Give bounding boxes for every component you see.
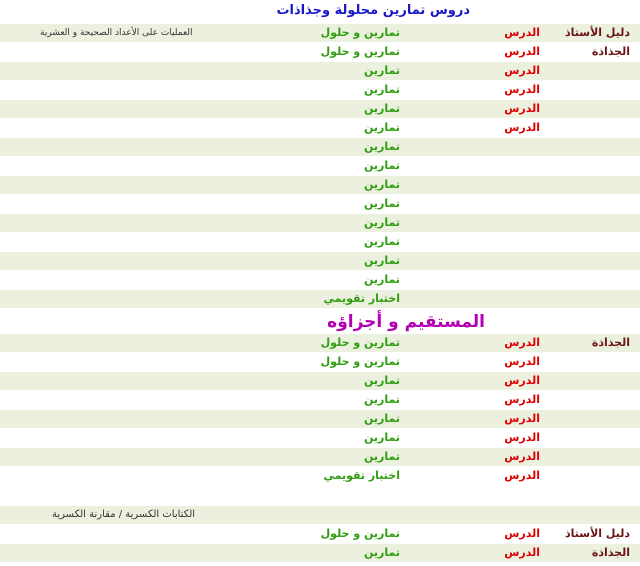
row-label-guide[interactable]: دليل الأستاذ: [565, 527, 630, 540]
exercises-link[interactable]: تمارين: [364, 546, 400, 559]
table-row: [0, 429, 640, 447]
exercises-link[interactable]: تمارين: [364, 412, 400, 425]
exercises-link[interactable]: تمارين: [364, 140, 400, 153]
table-row: [0, 467, 640, 485]
exercises-link[interactable]: تمارين: [364, 102, 400, 115]
table-row: [0, 334, 640, 352]
table-row: [0, 525, 640, 543]
exercises-link[interactable]: تمارين و حلول: [320, 336, 400, 349]
lesson-link[interactable]: الدرس: [504, 83, 540, 96]
exercises-link[interactable]: تمارين: [364, 450, 400, 463]
table-row: [0, 43, 640, 61]
exercises-link[interactable]: تمارين: [364, 159, 400, 172]
table-row: [0, 24, 640, 42]
table-row: [0, 233, 640, 251]
table-row: [0, 290, 640, 308]
lesson-link[interactable]: الدرس: [504, 102, 540, 115]
exercises-link[interactable]: تمارين: [364, 431, 400, 444]
exercises-link[interactable]: تمارين: [364, 178, 400, 191]
table-row: [0, 119, 640, 137]
section-title-1: دروس تمارين محلولة وجذاذات: [276, 3, 470, 18]
exercises-link[interactable]: تمارين: [364, 235, 400, 248]
exercises-link[interactable]: تمارين و حلول: [320, 527, 400, 540]
exercises-link[interactable]: تمارين: [364, 254, 400, 267]
table-row: [0, 252, 640, 270]
exercises-link[interactable]: تمارين: [364, 64, 400, 77]
lesson-link[interactable]: الدرس: [504, 546, 540, 559]
exercises-link[interactable]: تمارين و حلول: [320, 355, 400, 368]
lesson-link[interactable]: الدرس: [504, 336, 540, 349]
table-row: [0, 271, 640, 289]
exercises-link[interactable]: تمارين: [364, 197, 400, 210]
exercises-link[interactable]: اختبار تقويمي: [323, 469, 400, 482]
table-row: [0, 62, 640, 80]
exercises-link[interactable]: تمارين و حلول: [320, 26, 400, 39]
section-3-header-note: الكتابات الكسرية / مقارنة الكسرية: [52, 509, 196, 520]
exercises-link[interactable]: اختبار تقويمي: [323, 292, 400, 305]
table-row: [0, 195, 640, 213]
section-1-header-note: العمليات على الأعداد الصحيحة و العشرية: [40, 28, 193, 38]
row-label-guide[interactable]: الجذاذة: [591, 546, 630, 559]
row-label-guide[interactable]: دليل الأستاذ: [565, 26, 630, 39]
lesson-link[interactable]: الدرس: [504, 469, 540, 482]
lesson-link[interactable]: الدرس: [504, 121, 540, 134]
table-row: [0, 81, 640, 99]
lesson-link[interactable]: الدرس: [504, 64, 540, 77]
exercises-link[interactable]: تمارين: [364, 83, 400, 96]
table-row: [0, 410, 640, 428]
exercises-link[interactable]: تمارين: [364, 121, 400, 134]
lesson-link[interactable]: الدرس: [504, 393, 540, 406]
lesson-link[interactable]: الدرس: [504, 412, 540, 425]
table-row: [0, 138, 640, 156]
exercises-link[interactable]: تمارين: [364, 393, 400, 406]
lesson-link[interactable]: الدرس: [504, 450, 540, 463]
exercises-link[interactable]: تمارين و حلول: [320, 45, 400, 58]
table-row: [0, 448, 640, 466]
lesson-link[interactable]: الدرس: [504, 374, 540, 387]
lesson-link[interactable]: الدرس: [504, 45, 540, 58]
table-row: [0, 214, 640, 232]
table-row: [0, 353, 640, 371]
section-3-header-row: [0, 506, 640, 524]
lesson-link[interactable]: الدرس: [504, 431, 540, 444]
exercises-link[interactable]: تمارين: [364, 216, 400, 229]
table-row: [0, 157, 640, 175]
table-row: [0, 372, 640, 390]
exercises-link[interactable]: تمارين: [364, 273, 400, 286]
table-row: [0, 544, 640, 562]
lesson-link[interactable]: الدرس: [504, 26, 540, 39]
row-label-guide[interactable]: الجذاذة: [591, 45, 630, 58]
lesson-link[interactable]: الدرس: [504, 527, 540, 540]
table-row: [0, 391, 640, 409]
row-label-guide[interactable]: الجذاذة: [591, 336, 630, 349]
section-title-2: المستقيم و أجزاؤه: [327, 312, 485, 332]
table-row: [0, 176, 640, 194]
exercises-link[interactable]: تمارين: [364, 374, 400, 387]
lesson-link[interactable]: الدرس: [504, 355, 540, 368]
table-row: [0, 100, 640, 118]
